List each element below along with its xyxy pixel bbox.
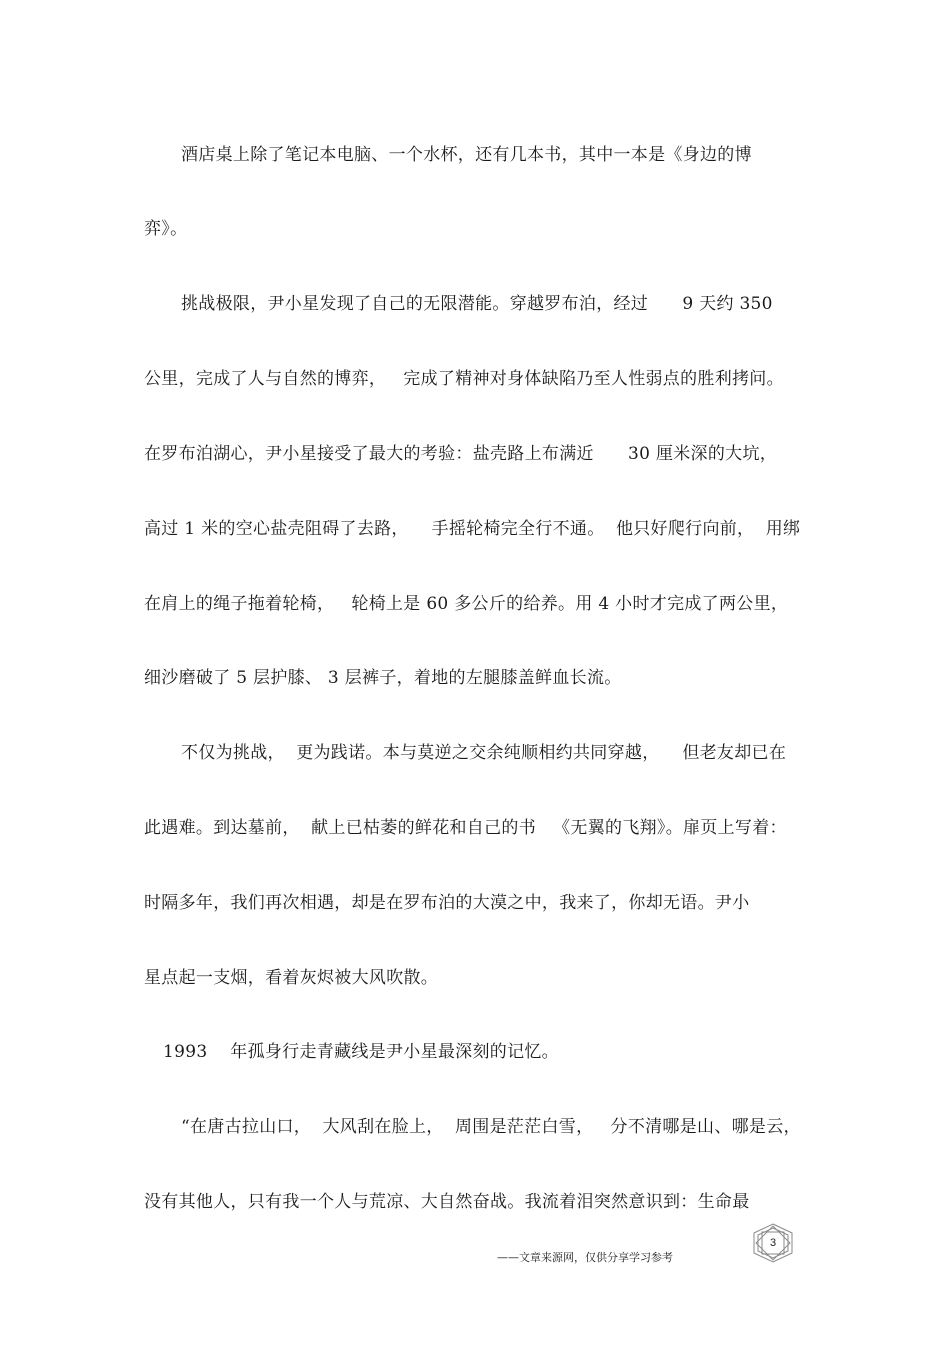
paragraph-line-15: 没有其他人，只有我一个人与荒凉、大自然奋战。我流着泪突然意识到：生命最 xyxy=(144,1192,750,1212)
paragraph-line-8: 细沙磨破了 5 层护膝、 3 层裤子，着地的左腿膝盖鲜血长流。 xyxy=(144,668,622,688)
paragraph-line-3: 挑战极限，尹小星发现了自己的无限潜能。穿越罗布泊，经过 9 天约 350 xyxy=(181,294,773,314)
page-number-badge xyxy=(748,1222,798,1264)
paragraph-line-2: 弈》。 xyxy=(144,219,188,239)
paragraph-line-1: 酒店桌上除了笔记本电脑、一个水杯，还有几本书，其中一本是《身边的博 xyxy=(181,145,752,165)
paragraph-line-10: 此遇难。到达墓前， 献上已枯萎的鲜花和自己的书 《无翼的飞翔》。扉页上写着： xyxy=(144,818,787,838)
paragraph-line-14: “在唐古拉山口， 大风刮在脸上， 周围是茫茫白雪， 分不清哪是山、哪是云， xyxy=(181,1117,801,1137)
paragraph-line-13: 1993 年孤身行走青藏线是尹小星最深刻的记忆。 xyxy=(163,1042,559,1062)
paragraph-line-12: 星点起一支烟，看着灰烬被大风吹散。 xyxy=(144,968,439,988)
paragraph-line-7: 在肩上的绳子拖着轮椅， 轮椅上是 60 多公斤的给养。用 4 小时才完成了两公里， xyxy=(144,594,789,614)
paragraph-line-11: 时隔多年，我们再次相遇，却是在罗布泊的大漠之中，我来了，你却无语。尹小 xyxy=(144,893,750,913)
paragraph-line-9: 不仅为挑战， 更为践诺。本与莫逆之交余纯顺相约共同穿越， 但老友却已在 xyxy=(181,743,787,763)
paragraph-line-5: 在罗布泊湖心，尹小星接受了最大的考验：盐壳路上布满近 30 厘米深的大坑， xyxy=(144,444,778,464)
source-note: ——文章来源网，仅供分享学习参考 xyxy=(497,1251,673,1264)
paragraph-line-4: 公里，完成了人与自然的博弈， 完成了精神对身体缺陷乃至人性弱点的胜利拷问。 xyxy=(144,369,784,389)
paragraph-line-6: 高过 1 米的空心盐壳阻碍了去路， 手摇轮椅完全行不通。 他只好爬行向前， 用绑 xyxy=(144,519,801,539)
page-number: 3 xyxy=(769,1237,777,1249)
